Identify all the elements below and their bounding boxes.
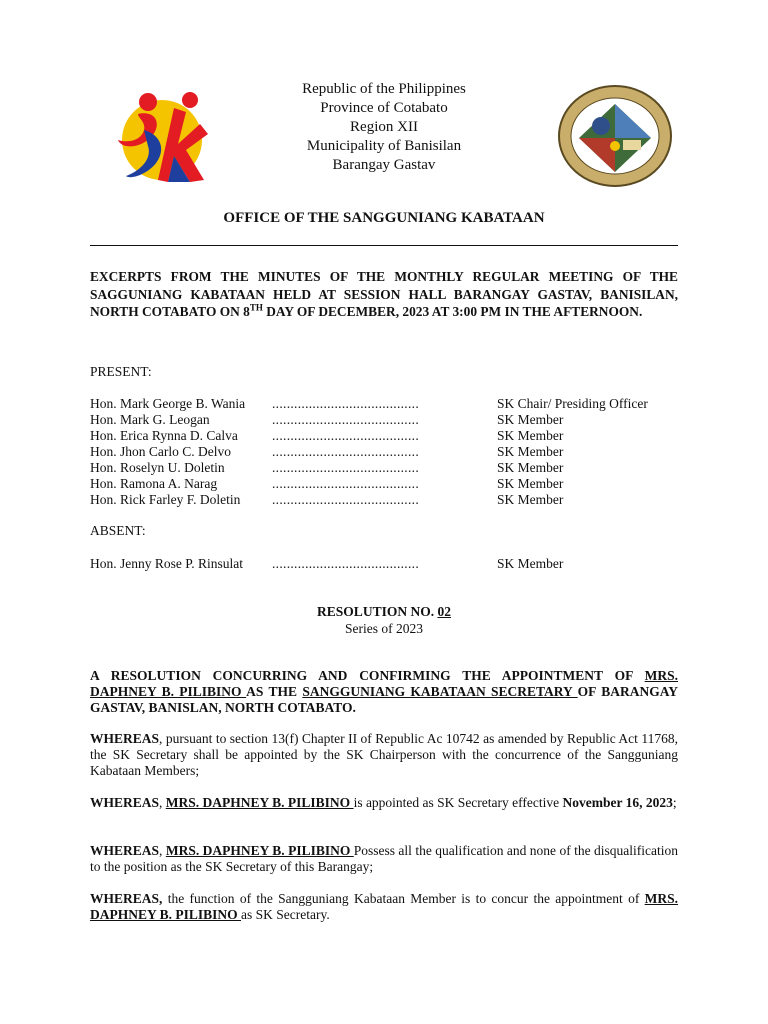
attendee-row (90, 444, 690, 460)
whereas-end: ; (672, 795, 677, 810)
header-line-barangay: Barangay Gastav (332, 157, 436, 173)
header-line-region: Region XII (350, 119, 418, 135)
attendee-name: Hon. Mark George B. Wania (90, 396, 246, 411)
attendee-row (90, 412, 690, 428)
leader-dots: ........................................ (272, 476, 419, 491)
title-text-b: AS THE (246, 684, 303, 699)
attendee-row (90, 428, 690, 444)
attendee-name: Hon. Ramona A. Narag (90, 476, 218, 491)
leader-dots: ........................................ (272, 412, 419, 427)
attendee-role: SK Chair/ Presiding Officer (497, 396, 648, 411)
whereas-sep: , (159, 843, 166, 858)
attendee-name: Hon. Mark G. Leogan (90, 412, 210, 427)
attendee-role: SK Member (497, 476, 564, 491)
title-text-c: OF BARANGAY GASTAV, BANISLAN, NORTH COTABATO. (90, 684, 678, 715)
whereas-clause-1 (90, 731, 678, 779)
leader-dots: ........................................ (272, 428, 419, 443)
appointee-position: SANGGUNIANG KABATAAN SECRETARY (302, 684, 578, 699)
leader-dots: ........................................ (272, 460, 419, 475)
absent-list (90, 556, 690, 572)
whereas-text: the function of the Sangguniang Kabataan Member is to concur the appointment of (162, 891, 645, 906)
resolution-number: 02 (437, 604, 451, 619)
header-line-municipality: Municipality of Banisilan (306, 138, 462, 154)
whereas-clause-2 (90, 795, 678, 811)
barangay-seal (557, 84, 673, 188)
effective-date: November 16, 2023 (562, 795, 673, 810)
header-line-republic: Republic of the Philippines (302, 81, 466, 97)
appointee-name: MRS. DAPHNEY B. PILIBINO (165, 795, 354, 810)
attendee-row (90, 556, 690, 572)
attendee-name: Hon. Erica Rynna D. Calva (90, 428, 238, 443)
attendee-name: Hon. Roselyn U. Doletin (90, 460, 225, 475)
resolution-prefix: RESOLUTION NO. (317, 604, 438, 619)
whereas-label: WHEREAS (90, 731, 160, 746)
title-text-a: A RESOLUTION CONCURRING AND CONFIRMING THE APPOINTMENT OF (90, 668, 645, 683)
appointee-name: MRS. DAPHNEY B. PILIBINO (165, 843, 354, 858)
letterhead (240, 80, 528, 175)
excerpt-text-b: DAY OF DECEMBER, 2023 AT 3:00 PM IN THE AFTERNOON. (262, 304, 643, 319)
header-line-province: Province of Cotabato (320, 100, 448, 116)
attendee-name: Hon. Jhon Carlo C. Delvo (90, 444, 231, 459)
attendee-role: SK Member (497, 460, 564, 475)
leader-dots: ........................................ (272, 556, 419, 571)
present-label: PRESENT: (90, 364, 152, 379)
whereas-label: WHEREAS, (90, 891, 163, 906)
whereas-text: is appointed as SK Secretary effective (353, 795, 563, 810)
whereas-clause-3 (90, 843, 678, 875)
attendee-row (90, 396, 690, 412)
attendee-role: SK Member (497, 444, 564, 459)
whereas-text: , pursuant to section 13(f) Chapter II of Republic Ac 10742 as amended by Republic Act 11768, the SK Secretary shall be appointed by the SK Chairperson with the concurrence of the Sangguniang Kabataan Members; (90, 731, 678, 778)
attendee-row (90, 476, 690, 492)
attendee-role: SK Member (497, 492, 564, 507)
office-title: OFFICE OF THE SANGGUNIANG KABATAAN (223, 210, 545, 226)
attendee-name: Hon. Jenny Rose P. Rinsulat (90, 556, 244, 571)
resolution-series: Series of 2023 (345, 621, 423, 636)
header-divider (90, 245, 678, 246)
leader-dots: ........................................ (272, 492, 419, 507)
attendee-row (90, 460, 690, 476)
resolution-title (90, 668, 678, 716)
leader-dots: ........................................ (272, 396, 419, 411)
whereas-clause-4 (90, 891, 678, 923)
minutes-excerpt (90, 268, 678, 321)
attendee-row (90, 492, 690, 508)
attendee-name: Hon. Rick Farley F. Doletin (90, 492, 241, 507)
attendee-role: SK Member (497, 428, 564, 443)
whereas-end: as SK Secretary. (241, 907, 330, 922)
absent-label: ABSENT: (90, 523, 146, 538)
attendee-role: SK Member (497, 412, 564, 427)
leader-dots: ........................................ (272, 444, 419, 459)
present-list (90, 396, 690, 508)
excerpt-ordinal: TH (249, 302, 263, 313)
excerpt-text-a: EXCERPTS FROM THE MINUTES OF THE MONTHLY REGULAR MEETING OF THE SAGGUNIANG KABATAAN HELD AT SESSION HALL BARANGAY GASTAV, BANISILAN, NORTH COTABATO ON 8 (90, 269, 678, 319)
appointee-name: MRS. DAPHNEY B. PILIBINO (90, 891, 678, 922)
whereas-label: WHEREAS (90, 795, 160, 810)
attendee-role: SK Member (497, 556, 564, 571)
whereas-sep: , (159, 795, 166, 810)
appointee-name: MRS. DAPHNEY B. PILIBINO (90, 668, 678, 699)
whereas-text: Possess all the qualification and none of the disqualification to the position as the SK Secretary of this Barangay; (90, 843, 678, 874)
resolution-heading (90, 603, 678, 637)
whereas-label: WHEREAS (90, 843, 160, 858)
sk-logo (108, 84, 212, 188)
